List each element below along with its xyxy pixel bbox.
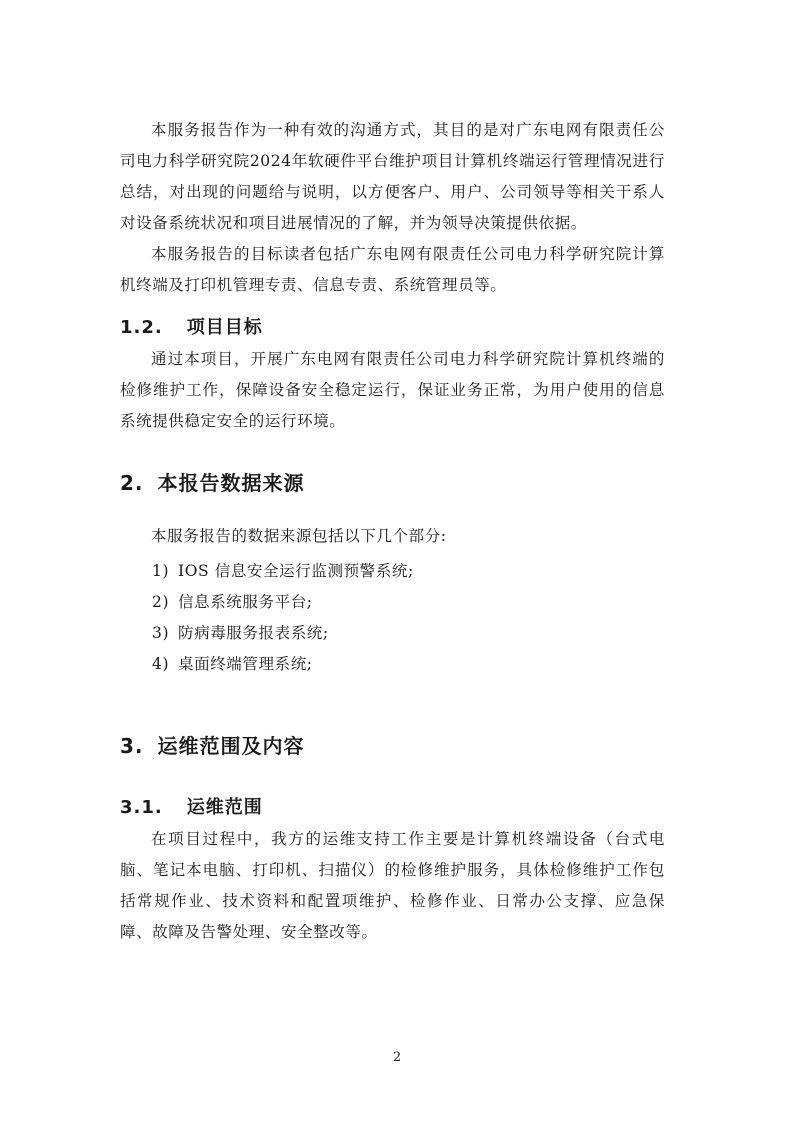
section-title: 项目目标	[186, 317, 263, 338]
list-item: 4) 桌面终端管理系统;	[152, 655, 313, 673]
project-goal-paragraph: 通过本项目，开展广东电网有限责任公司电力科学研究院计算机终端的检修维护工作，保障设备安全稳定运行，保证业务正常，为用户使用的信息系统提供稳定安全的运行环境。	[120, 350, 665, 430]
intro-paragraph-2: 本服务报告的目标读者包括广东电网有限责任公司电力科学研究院计算机终端及打印机管理专责、信息专责、系统管理员等。	[120, 245, 665, 294]
section-number: 1.2.	[120, 317, 163, 338]
section-number: 3.	[120, 734, 144, 758]
list-item: 1) IOS 信息安全运行监测预警系统;	[152, 562, 414, 580]
intro-paragraph-1: 本服务报告作为一种有效的沟通方式，其目的是对广东电网有限责任公司电力科学研究院2024年软硬件平台维护项目计算机终端运行管理情况进行总结，对出现的问题给与说明，以方便客户、用户、公司领导等相关干系人对设备系统状况和项目进展情况的了解，并为领导决策提供依据。	[120, 121, 665, 232]
section-number: 3.1.	[120, 797, 163, 818]
section-title: 本报告数据来源	[157, 471, 305, 495]
section-1-2-heading	[120, 313, 263, 339]
section-2-heading	[120, 467, 305, 496]
section-number: 2.	[120, 471, 144, 495]
ops-scope-paragraph: 在项目过程中，我方的运维支持工作主要是计算机终端设备（台式电脑、笔记本电脑、打印机、扫描仪）的检修维护服务，具体检修维护工作包括常规作业、技术资料和配置项维护、检修作业、日常办公支撑、应急保障、故障及告警处理、安全整改等。	[120, 830, 665, 941]
section-3-1-heading	[120, 793, 263, 819]
section-title: 运维范围	[186, 797, 263, 818]
list-item: 3) 防病毒服务报表系统;	[152, 624, 329, 642]
data-source-intro: 本服务报告的数据来源包括以下几个部分:	[151, 527, 447, 545]
section-title: 运维范围及内容	[157, 734, 305, 758]
page-number: 2	[392, 1050, 402, 1065]
list-item: 2) 信息系统服务平台;	[152, 593, 313, 611]
section-3-heading	[120, 730, 305, 759]
